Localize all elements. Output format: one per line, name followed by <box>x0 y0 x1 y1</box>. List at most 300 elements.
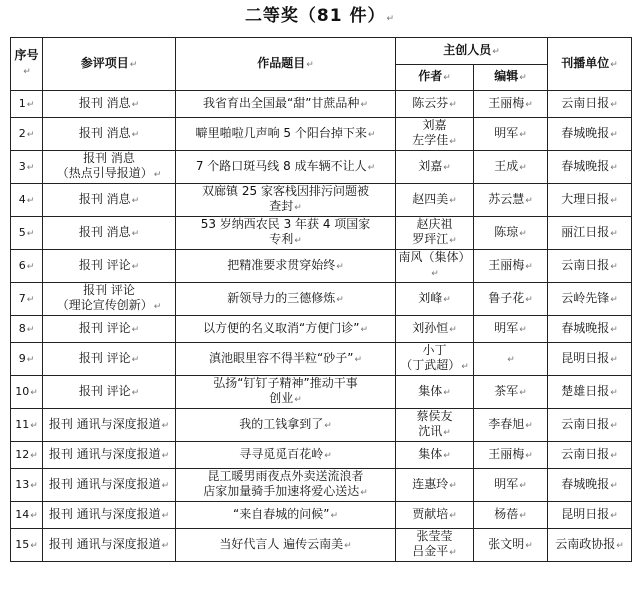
paragraph-mark: ↵ <box>294 395 302 405</box>
paragraph-mark: ↵ <box>449 324 457 335</box>
cell-publisher <box>548 250 632 283</box>
paragraph-mark: ↵ <box>616 540 624 551</box>
paragraph-mark: ↵ <box>443 294 451 305</box>
cell-work-title <box>176 217 396 250</box>
table-row <box>11 250 632 283</box>
paragraph-mark: ↵ <box>443 450 451 461</box>
paragraph-mark: ↵ <box>360 324 368 335</box>
paragraph-mark: ↵ <box>324 450 332 461</box>
cell-seq <box>11 442 43 469</box>
paragraph-mark: ↵ <box>336 294 344 305</box>
cell-line: 我省育出全国最“甜”甘蔗品种 <box>203 95 360 110</box>
paragraph-mark: ↵ <box>610 324 618 335</box>
cell-line: 6 <box>18 258 26 272</box>
cell-editor <box>474 376 548 409</box>
paragraph-mark: ↵ <box>367 129 376 140</box>
cell-author <box>396 343 474 376</box>
cell-line: 报刊 消息 <box>78 125 131 140</box>
paragraph-mark: ↵ <box>610 387 618 398</box>
table-row <box>11 502 632 529</box>
cell-line: 报刊 消息 <box>78 191 131 206</box>
cell-publisher <box>548 151 632 184</box>
cell-line: 赵庆祖 <box>416 217 453 231</box>
paragraph-mark: ↵ <box>153 170 162 180</box>
cell-work-title <box>176 250 396 283</box>
header-creators: 主创人员↵ <box>396 38 548 65</box>
paragraph-mark: ↵ <box>30 420 38 431</box>
paragraph-mark: ↵ <box>360 99 368 110</box>
cell-line: 刘孙恒 <box>412 320 449 335</box>
header-project: 参评项目↵ <box>43 38 176 91</box>
paragraph-mark: ↵ <box>525 540 533 551</box>
cell-line: 创业 <box>269 391 294 405</box>
cell-line: 大理日报 <box>561 191 610 206</box>
paragraph-mark: ↵ <box>324 420 332 431</box>
cell-project <box>43 442 176 469</box>
cell-line: 明军 <box>494 476 519 491</box>
cell-seq <box>11 316 43 343</box>
cell-line: 明军 <box>494 320 519 335</box>
cell-line: 刘嘉 <box>418 158 443 173</box>
paragraph-mark: ↵ <box>443 428 451 438</box>
cell-line: 报刊 评论 <box>83 283 135 297</box>
cell-publisher <box>548 184 632 217</box>
paragraph-mark: ↵ <box>519 387 527 398</box>
cell-line: （丁武超） <box>400 358 461 372</box>
paragraph-mark: ↵ <box>26 99 35 110</box>
paragraph-mark: ↵ <box>161 450 170 461</box>
cell-editor <box>474 217 548 250</box>
table-row <box>11 184 632 217</box>
cell-line: 昆明日报 <box>561 350 610 365</box>
cell-line: 南风（集体） <box>398 250 471 264</box>
cell-line: 王丽梅 <box>488 446 525 461</box>
cell-line: 云南日报 <box>561 257 610 272</box>
cell-editor <box>474 316 548 343</box>
header-author: 作者↵ <box>396 65 474 91</box>
cell-line: 春城晚报 <box>561 158 610 173</box>
paragraph-mark: ↵ <box>525 450 533 461</box>
paragraph-mark: ↵ <box>525 195 533 206</box>
cell-publisher <box>548 91 632 118</box>
paragraph-mark: ↵ <box>30 387 38 398</box>
paragraph-mark: ↵ <box>449 480 457 491</box>
paragraph-mark: ↵ <box>443 162 451 173</box>
cell-project <box>43 409 176 442</box>
paragraph-mark: ↵ <box>161 420 170 431</box>
header-work-title: 作品题目↵ <box>176 38 396 91</box>
cell-editor <box>474 502 548 529</box>
cell-line: （热点引导报道） <box>56 166 153 180</box>
cell-publisher <box>548 376 632 409</box>
cell-seq <box>11 118 43 151</box>
paragraph-mark: ↵ <box>26 129 35 140</box>
cell-author <box>396 91 474 118</box>
paragraph-mark: ↵ <box>336 261 344 272</box>
paragraph-mark: ↵ <box>131 261 140 272</box>
paragraph-mark: ↵ <box>610 294 618 305</box>
cell-line: 鲁子花 <box>488 290 525 305</box>
cell-line: 楚雄日报 <box>561 383 610 398</box>
cell-line: 报刊 通讯与深度报道 <box>48 536 161 551</box>
paragraph-mark: ↵ <box>330 510 338 521</box>
cell-seq <box>11 217 43 250</box>
paragraph-mark: ↵ <box>30 450 38 461</box>
cell-line: 王丽梅 <box>488 257 525 272</box>
cell-project <box>43 151 176 184</box>
cell-line: （理论宣传创新） <box>56 298 153 312</box>
cell-line: 报刊 消息 <box>78 224 131 239</box>
cell-line: 吕金平 <box>412 544 449 558</box>
paragraph-mark: ↵ <box>519 129 527 140</box>
cell-line: 双廊镇 25 家客栈因排污问题被 <box>202 184 369 198</box>
paragraph-mark: ↵ <box>26 195 35 206</box>
paragraph-mark: ↵ <box>131 129 140 140</box>
cell-line: 连惠玲 <box>412 476 449 491</box>
cell-line: 明军 <box>494 125 519 140</box>
paragraph-mark: ↵ <box>344 540 352 551</box>
cell-author <box>396 250 474 283</box>
cell-project <box>43 217 176 250</box>
paragraph-mark: ↵ <box>30 480 38 491</box>
cell-line: 丽江日报 <box>561 224 610 239</box>
cell-line: 刘峰 <box>418 290 443 305</box>
cell-line: 贾献培 <box>412 506 449 521</box>
cell-work-title <box>176 118 396 151</box>
paragraph-mark: ↵ <box>610 129 618 140</box>
cell-project <box>43 529 176 562</box>
cell-line: 报刊 评论 <box>78 350 131 365</box>
cell-editor <box>474 250 548 283</box>
header-editor: 编辑↵ <box>474 65 548 91</box>
paragraph-mark: ↵ <box>294 236 302 246</box>
cell-author <box>396 118 474 151</box>
paragraph-mark: ↵ <box>525 294 533 305</box>
table-row <box>11 151 632 184</box>
cell-line: “来自春城的问候” <box>233 506 330 521</box>
table-row <box>11 283 632 316</box>
cell-line: 新领导力的三德修炼 <box>227 290 336 305</box>
cell-line: 弘扬“钉钉子精神”推动干事 <box>213 376 358 390</box>
paragraph-mark: ↵ <box>507 354 515 365</box>
cell-project <box>43 376 176 409</box>
cell-line: 3 <box>18 159 26 173</box>
cell-line: 9 <box>18 351 26 365</box>
cell-publisher <box>548 469 632 502</box>
cell-line: 1 <box>18 96 26 110</box>
cell-line: 报刊 评论 <box>78 383 131 398</box>
cell-line: 报刊 通讯与深度报道 <box>48 446 161 461</box>
cell-line: 王成 <box>494 158 519 173</box>
cell-line: 15 <box>15 537 30 551</box>
header-publisher: 刊播单位↵ <box>548 38 632 91</box>
cell-line: 5 <box>18 225 26 239</box>
cell-publisher <box>548 316 632 343</box>
cell-editor <box>474 469 548 502</box>
cell-line: 专利 <box>269 232 294 246</box>
paragraph-mark: ↵ <box>449 548 457 558</box>
cell-line: 报刊 通讯与深度报道 <box>48 506 161 521</box>
cell-editor <box>474 118 548 151</box>
cell-line: 陈云芬 <box>412 95 449 110</box>
cell-work-title <box>176 283 396 316</box>
cell-line: 昆工暖男雨夜点外卖送流浪者 <box>207 469 364 483</box>
cell-work-title <box>176 343 396 376</box>
cell-line: 当好代言人 遍传云南美 <box>219 536 344 551</box>
paragraph-mark: ↵ <box>26 324 35 335</box>
cell-line: 寻寻觅觅百花岭 <box>239 446 324 461</box>
paragraph-mark: ↵ <box>161 540 170 551</box>
table-row <box>11 442 632 469</box>
paragraph-mark: ↵ <box>610 450 618 461</box>
cell-seq <box>11 343 43 376</box>
cell-author <box>396 529 474 562</box>
paragraph-mark: ↵ <box>519 510 527 521</box>
cell-author <box>396 217 474 250</box>
cell-line: 12 <box>15 447 30 461</box>
cell-line: 罗玶江 <box>412 232 449 246</box>
paragraph-mark: ↵ <box>610 510 618 521</box>
cell-work-title <box>176 442 396 469</box>
cell-line: 集体 <box>418 446 443 461</box>
paragraph-mark: ↵ <box>431 269 439 279</box>
cell-line: 春城晚报 <box>561 320 610 335</box>
table-row <box>11 409 632 442</box>
cell-editor <box>474 151 548 184</box>
cell-line: 赵四美 <box>412 191 449 206</box>
paragraph-mark: ↵ <box>30 540 38 551</box>
cell-seq <box>11 250 43 283</box>
cell-line: 报刊 评论 <box>78 320 131 335</box>
cell-publisher <box>548 343 632 376</box>
cell-line: 沈讯 <box>418 424 443 438</box>
cell-line: 7 <box>18 291 26 305</box>
cell-line: 春城晚报 <box>561 476 610 491</box>
paragraph-mark: ↵ <box>519 162 527 173</box>
cell-project <box>43 118 176 151</box>
table-row <box>11 118 632 151</box>
cell-seq <box>11 409 43 442</box>
cell-editor <box>474 409 548 442</box>
cell-author <box>396 184 474 217</box>
cell-work-title <box>176 184 396 217</box>
cell-work-title <box>176 469 396 502</box>
paragraph-mark: ↵ <box>30 510 38 521</box>
cell-line: 报刊 通讯与深度报道 <box>48 416 161 431</box>
cell-line: 53 岁纳西农民 3 年获 4 项国家 <box>200 217 371 231</box>
cell-line: 报刊 消息 <box>78 95 131 110</box>
paragraph-mark: ↵ <box>610 228 618 239</box>
cell-line: 云南日报 <box>561 446 610 461</box>
cell-project <box>43 502 176 529</box>
paragraph-mark: ↵ <box>449 137 457 147</box>
paragraph-mark: ↵ <box>519 228 527 239</box>
cell-line: 集体 <box>418 383 443 398</box>
cell-publisher <box>548 118 632 151</box>
cell-line: 云岭先锋 <box>561 290 610 305</box>
cell-line: 11 <box>15 417 30 431</box>
cell-publisher <box>548 409 632 442</box>
cell-line: 王丽梅 <box>488 95 525 110</box>
cell-line: 云南政协报 <box>555 536 616 551</box>
cell-seq <box>11 151 43 184</box>
cell-editor <box>474 529 548 562</box>
cell-line: 7 个路口斑马线 8 成车辆不让人 <box>195 158 367 173</box>
paragraph-mark: ↵ <box>525 99 533 110</box>
paragraph-mark: ↵ <box>519 324 527 335</box>
paragraph-mark: ↵ <box>610 420 618 431</box>
paragraph-mark: ↵ <box>294 203 302 213</box>
page-title: 二等奖（81 件）↵ <box>244 6 396 26</box>
paragraph-mark: ↵ <box>360 488 368 498</box>
cell-editor <box>474 91 548 118</box>
cell-line: 刘嘉 <box>422 118 447 132</box>
cell-line: 昆明日报 <box>561 506 610 521</box>
cell-line: 陈琼 <box>494 224 519 239</box>
paragraph-mark: ↵ <box>610 99 618 110</box>
paragraph-mark: ↵ <box>131 99 140 110</box>
cell-editor <box>474 343 548 376</box>
cell-work-title <box>176 91 396 118</box>
cell-line: 报刊 通讯与深度报道 <box>48 476 161 491</box>
paragraph-mark: ↵ <box>519 480 527 491</box>
cell-work-title <box>176 151 396 184</box>
cell-work-title <box>176 409 396 442</box>
paragraph-mark: ↵ <box>354 354 362 365</box>
table-row <box>11 91 632 118</box>
cell-work-title <box>176 376 396 409</box>
cell-publisher <box>548 217 632 250</box>
cell-line: 查封 <box>269 199 294 213</box>
paragraph-mark: ↵ <box>26 228 35 239</box>
cell-author <box>396 376 474 409</box>
cell-editor <box>474 283 548 316</box>
cell-line: 8 <box>18 321 26 335</box>
cell-line: 14 <box>15 507 30 521</box>
cell-publisher <box>548 283 632 316</box>
paragraph-mark: ↵ <box>131 195 140 206</box>
paragraph-mark: ↵ <box>153 302 162 312</box>
cell-publisher <box>548 529 632 562</box>
cell-seq <box>11 91 43 118</box>
cell-line: 报刊 消息 <box>83 151 135 165</box>
cell-seq <box>11 184 43 217</box>
cell-line: 报刊 评论 <box>78 257 131 272</box>
cell-line: 2 <box>18 126 26 140</box>
cell-project <box>43 91 176 118</box>
cell-line: 云南日报 <box>561 416 610 431</box>
paragraph-mark: ↵ <box>525 261 533 272</box>
cell-work-title <box>176 529 396 562</box>
cell-line: 店家加量骑手加速将爱心送达 <box>203 484 360 498</box>
paragraph-mark: ↵ <box>367 162 376 173</box>
table-row <box>11 469 632 502</box>
paragraph-mark: ↵ <box>610 162 618 173</box>
cell-author <box>396 316 474 343</box>
cell-line: 张莹莹 <box>416 529 453 543</box>
cell-project <box>43 343 176 376</box>
paragraph-mark: ↵ <box>449 195 457 206</box>
paragraph-mark: ↵ <box>525 420 533 431</box>
cell-line: 把精准要求贯穿始终 <box>227 257 336 272</box>
cell-author <box>396 502 474 529</box>
paragraph-mark: ↵ <box>610 195 618 206</box>
paragraph-mark: ↵ <box>26 354 35 365</box>
paragraph-mark: ↵ <box>26 162 35 173</box>
cell-editor <box>474 442 548 469</box>
cell-line: 李春旭 <box>488 416 525 431</box>
cell-project <box>43 250 176 283</box>
paragraph-mark: ↵ <box>131 324 140 335</box>
cell-author <box>396 409 474 442</box>
cell-work-title <box>176 316 396 343</box>
cell-project <box>43 469 176 502</box>
table-row <box>11 316 632 343</box>
table-row <box>11 343 632 376</box>
cell-author <box>396 469 474 502</box>
cell-line: 杨蓓 <box>494 506 519 521</box>
cell-line: 以方便的名义取消“方便门诊” <box>203 320 360 335</box>
paragraph-mark: ↵ <box>449 99 457 110</box>
cell-line: 左学佳 <box>412 133 449 147</box>
paragraph-mark: ↵ <box>161 510 170 521</box>
paragraph-mark: ↵ <box>443 387 451 398</box>
paragraph-mark: ↵ <box>131 354 140 365</box>
cell-seq <box>11 283 43 316</box>
cell-line: 苏云慧 <box>488 191 525 206</box>
cell-line: 噼里啪啦几声响 5 个阳台掉下来 <box>195 125 367 140</box>
cell-seq <box>11 529 43 562</box>
cell-editor <box>474 184 548 217</box>
paragraph-mark: ↵ <box>610 261 618 272</box>
paragraph-mark: ↵ <box>131 387 140 398</box>
cell-line: 13 <box>15 477 30 491</box>
cell-line: 茶军 <box>494 383 519 398</box>
header-seq: 序号↵ <box>11 38 43 91</box>
paragraph-mark: ↵ <box>610 354 618 365</box>
paragraph-mark: ↵ <box>449 236 457 246</box>
cell-project <box>43 184 176 217</box>
paragraph-mark: ↵ <box>461 362 469 372</box>
paragraph-mark: ↵ <box>26 261 35 272</box>
cell-line: 滇池眼里容不得半粒“砂子” <box>209 350 354 365</box>
cell-line: 4 <box>18 192 26 206</box>
paragraph-mark: ↵ <box>610 480 618 491</box>
cell-seq <box>11 376 43 409</box>
cell-line: 小丁 <box>422 343 447 357</box>
cell-project <box>43 283 176 316</box>
table-row <box>11 529 632 562</box>
paragraph-mark: ↵ <box>26 294 35 305</box>
cell-project <box>43 316 176 343</box>
cell-line: 10 <box>15 384 30 398</box>
cell-author <box>396 151 474 184</box>
table-row <box>11 376 632 409</box>
cell-seq <box>11 469 43 502</box>
cell-author <box>396 442 474 469</box>
table-row <box>11 217 632 250</box>
cell-author <box>396 283 474 316</box>
paragraph-mark: ↵ <box>161 480 170 491</box>
cell-line: 蔡侯友 <box>416 409 453 423</box>
paragraph-mark: ↵ <box>131 228 140 239</box>
cell-seq <box>11 502 43 529</box>
cell-publisher <box>548 442 632 469</box>
cell-line: 张文明 <box>488 536 525 551</box>
paragraph-mark: ↵ <box>449 510 457 521</box>
cell-line: 我的工钱拿到了 <box>239 416 324 431</box>
cell-publisher <box>548 502 632 529</box>
